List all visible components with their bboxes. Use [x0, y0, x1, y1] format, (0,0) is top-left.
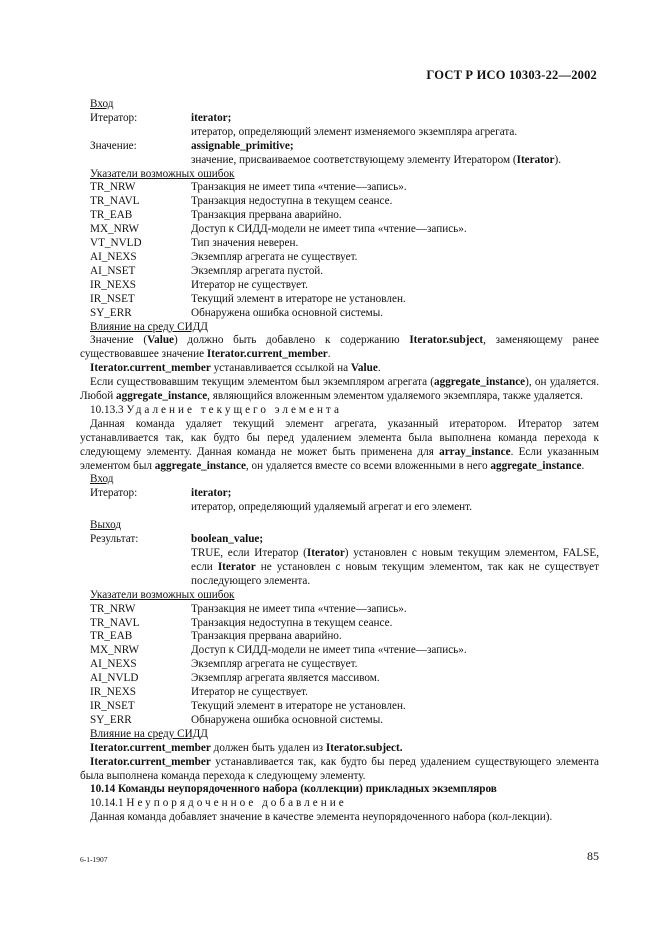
page-content	[80, 98, 600, 825]
text-bold: array_instance	[439, 445, 511, 458]
error-desc: Обнаружена ошибка основной системы.	[191, 713, 384, 726]
text: ) должно быть добавлено к содержанию	[174, 334, 410, 347]
param-desc	[90, 154, 599, 168]
paragraph	[80, 376, 599, 404]
text: Значение (	[90, 334, 148, 347]
text-bold: Iterator.current_member	[206, 348, 328, 361]
errors-heading: Указатели возможных ошибок	[90, 588, 235, 601]
error-desc: Экземпляр агрегата пустой.	[191, 264, 324, 277]
error-desc: Транзакция прервана аварийно.	[191, 209, 342, 222]
text: .	[327, 348, 331, 361]
error-desc: Тип значения неверен.	[191, 237, 299, 250]
error-code: TR_EAB	[90, 630, 133, 643]
error-code: IR_NEXS	[90, 278, 136, 291]
input-heading: Вход	[90, 473, 114, 486]
param-label: Итератор:	[90, 487, 138, 500]
text-bold: Iterator	[217, 560, 256, 573]
error-desc: Итератор не существует.	[191, 686, 308, 699]
text-bold: Iterator.current_member	[90, 362, 211, 375]
param-row	[90, 140, 599, 154]
error-code: AI_NSET	[90, 264, 136, 277]
param-type: iterator;	[191, 487, 232, 500]
error-code: AI_NEXS	[90, 658, 137, 671]
error-code: TR_NAVL	[90, 616, 140, 629]
paragraph	[80, 756, 599, 784]
text-bold: Iterator.subject.	[325, 741, 403, 754]
param-desc	[90, 547, 599, 589]
error-desc: Транзакция прервана аварийно.	[191, 630, 342, 643]
param-desc: итератор, определяющий удаляемый агрегат и его элемент.	[191, 501, 473, 514]
section-title: Удаление текущего элемента	[126, 403, 342, 416]
error-code: SY_ERR	[90, 306, 132, 319]
error-code: TR_NRW	[90, 602, 136, 615]
output-heading: Выход	[90, 519, 122, 532]
error-desc: Доступ к СИДД-модели не имеет типа «чтение—запись».	[191, 644, 467, 657]
text: . Если указанным элементом был	[80, 445, 599, 472]
paragraph	[80, 334, 599, 362]
error-row	[90, 251, 599, 265]
text: не установлен с новым текущим элементом, так как не существует последующего элемента.	[191, 560, 600, 587]
text: ).	[554, 153, 562, 166]
error-desc: Транзакция недоступна в текущем сеансе.	[191, 195, 393, 208]
error-desc: Транзакция недоступна в текущем сеансе.	[191, 616, 393, 629]
error-desc: Транзакция не имеет типа «чтение—запись».	[191, 181, 407, 194]
error-code: AI_NEXS	[90, 250, 137, 263]
text: .	[581, 459, 585, 472]
error-code: IR_NSET	[90, 699, 135, 712]
errors-heading: Указатели возможных ошибок	[90, 167, 235, 180]
page-header: ГОСТ Р ИСО 10303-22—2002	[426, 68, 597, 82]
error-row	[90, 293, 599, 307]
error-row	[90, 237, 599, 251]
text: Если существовавшим текущим элементом был экземпляром агрегата (	[90, 376, 434, 389]
text-bold: Iterator.current_member	[90, 741, 211, 754]
paragraph: Данная команда добавляет значение в качестве элемента неупорядоченного набора (кол-лекции).	[90, 811, 553, 824]
error-row	[90, 630, 599, 644]
text-bold: aggregate_instance	[490, 459, 582, 472]
section-heading: 10.14 Команды неупорядоченного набора (коллекции) прикладных экземпляров	[90, 783, 497, 796]
text: устанавливается ссылкой на	[210, 362, 351, 375]
errors-list	[90, 181, 599, 320]
text: , являющийся вложенным элементом удаляемого экземпляра, также удаляется.	[207, 390, 583, 403]
error-row	[90, 658, 599, 672]
section-number: 10.14.1	[90, 797, 124, 810]
param-label: Итератор:	[90, 111, 138, 124]
param-row	[90, 487, 599, 501]
text-bold: Iterator.subject	[409, 334, 484, 347]
error-row	[90, 700, 599, 714]
error-row	[90, 603, 599, 617]
paragraph	[80, 742, 599, 756]
effect-heading: Влияние на среду СИДД	[90, 727, 208, 740]
text-bold: aggregate_instance	[434, 376, 526, 389]
error-row	[90, 714, 599, 728]
error-code: TR_NRW	[90, 181, 136, 194]
error-row	[90, 279, 599, 293]
error-desc: Доступ к СИДД-модели не имеет типа «чтение—запись».	[191, 223, 467, 236]
error-row	[90, 209, 599, 223]
error-code: MX_NRW	[90, 644, 140, 657]
text-bold: Value	[147, 334, 175, 347]
text: ), он удаляется. Любой	[80, 376, 599, 403]
error-row	[90, 686, 599, 700]
text: значение, присваиваемое соответствующему элементу Итератором (	[191, 153, 517, 166]
text-bold: Iterator	[516, 153, 555, 166]
error-desc: Экземпляр агрегата не существует.	[191, 658, 358, 671]
param-desc: итератор, определяющий элемент изменяемого экземпляра агрегата.	[191, 125, 518, 138]
error-desc: Экземпляр агрегата является массивом.	[191, 672, 380, 685]
error-desc: Текущий элемент в итераторе не установлен.	[191, 292, 406, 305]
error-code: VT_NVLD	[90, 237, 142, 250]
text: TRUE, если Итератор (	[191, 547, 307, 559]
error-row	[90, 195, 599, 209]
input-heading: Вход	[90, 98, 114, 110]
error-desc: Текущий элемент в итераторе не установлен.	[191, 699, 406, 712]
error-code: IR_NSET	[90, 292, 135, 305]
error-row	[90, 644, 599, 658]
error-row	[90, 181, 599, 195]
errors-list	[90, 603, 599, 728]
param-type: boolean_value;	[191, 533, 264, 546]
text-bold: aggregate_instance	[154, 459, 246, 472]
error-row	[90, 307, 599, 321]
text-bold: Iterator.current_member	[90, 755, 211, 768]
param-type: assignable_primitive;	[191, 139, 294, 152]
param-label: Результат:	[90, 533, 139, 546]
error-row	[90, 223, 599, 237]
error-desc: Экземпляр агрегата не существует.	[191, 250, 358, 263]
error-code: TR_NAVL	[90, 195, 140, 208]
section-heading	[80, 404, 599, 418]
error-desc: Итератор не существует.	[191, 278, 308, 291]
error-code: MX_NRW	[90, 223, 140, 236]
section-heading	[80, 797, 599, 811]
text-bold: Iterator	[306, 547, 345, 559]
param-row	[90, 112, 599, 126]
text: должен быть удален из	[210, 741, 326, 754]
error-desc: Обнаружена ошибка основной системы.	[191, 306, 384, 319]
paragraph	[80, 418, 599, 474]
text: .	[377, 362, 381, 375]
error-code: SY_ERR	[90, 713, 132, 726]
text: , он удаляется вместе со всеми вложенными в него	[245, 459, 491, 472]
error-code: AI_NVLD	[90, 672, 139, 685]
text: , заменяющему ранее существовавшее значение	[80, 334, 599, 361]
error-code: IR_NEXS	[90, 686, 136, 699]
error-desc: Транзакция не имеет типа «чтение—запись».	[191, 602, 407, 615]
param-label: Значение:	[90, 139, 137, 152]
section-number: 10.13.3	[90, 403, 124, 416]
param-row	[90, 533, 599, 547]
text-bold: aggregate_instance	[116, 390, 208, 403]
error-code: TR_EAB	[90, 209, 133, 222]
error-row	[90, 617, 599, 631]
text: ) установлен с новым текущим элементом, FALSE, если	[191, 547, 599, 573]
error-row	[90, 672, 599, 686]
param-type: iterator;	[191, 111, 232, 124]
section-title: Неупорядоченное добавление	[126, 797, 347, 810]
footer-code: 6-1-1907	[80, 855, 108, 864]
paragraph	[80, 362, 599, 376]
text: устанавливается так, как будто бы перед удалением существующего элемента была выполнена команда перехода к следующему элементу.	[80, 755, 599, 782]
error-row	[90, 265, 599, 279]
effect-heading: Влияние на среду СИДД	[90, 320, 208, 333]
text: Данная команда удаляет текущий элемент агрегата, указанный итератором. Итератор затем устанавливается так, как будто бы перед удалением элемента была выполнена команда перехода к следующему элементу. Данная команда не может быть применена для	[80, 417, 599, 458]
page-number: 85	[587, 849, 599, 863]
text-bold: Value	[350, 362, 378, 375]
